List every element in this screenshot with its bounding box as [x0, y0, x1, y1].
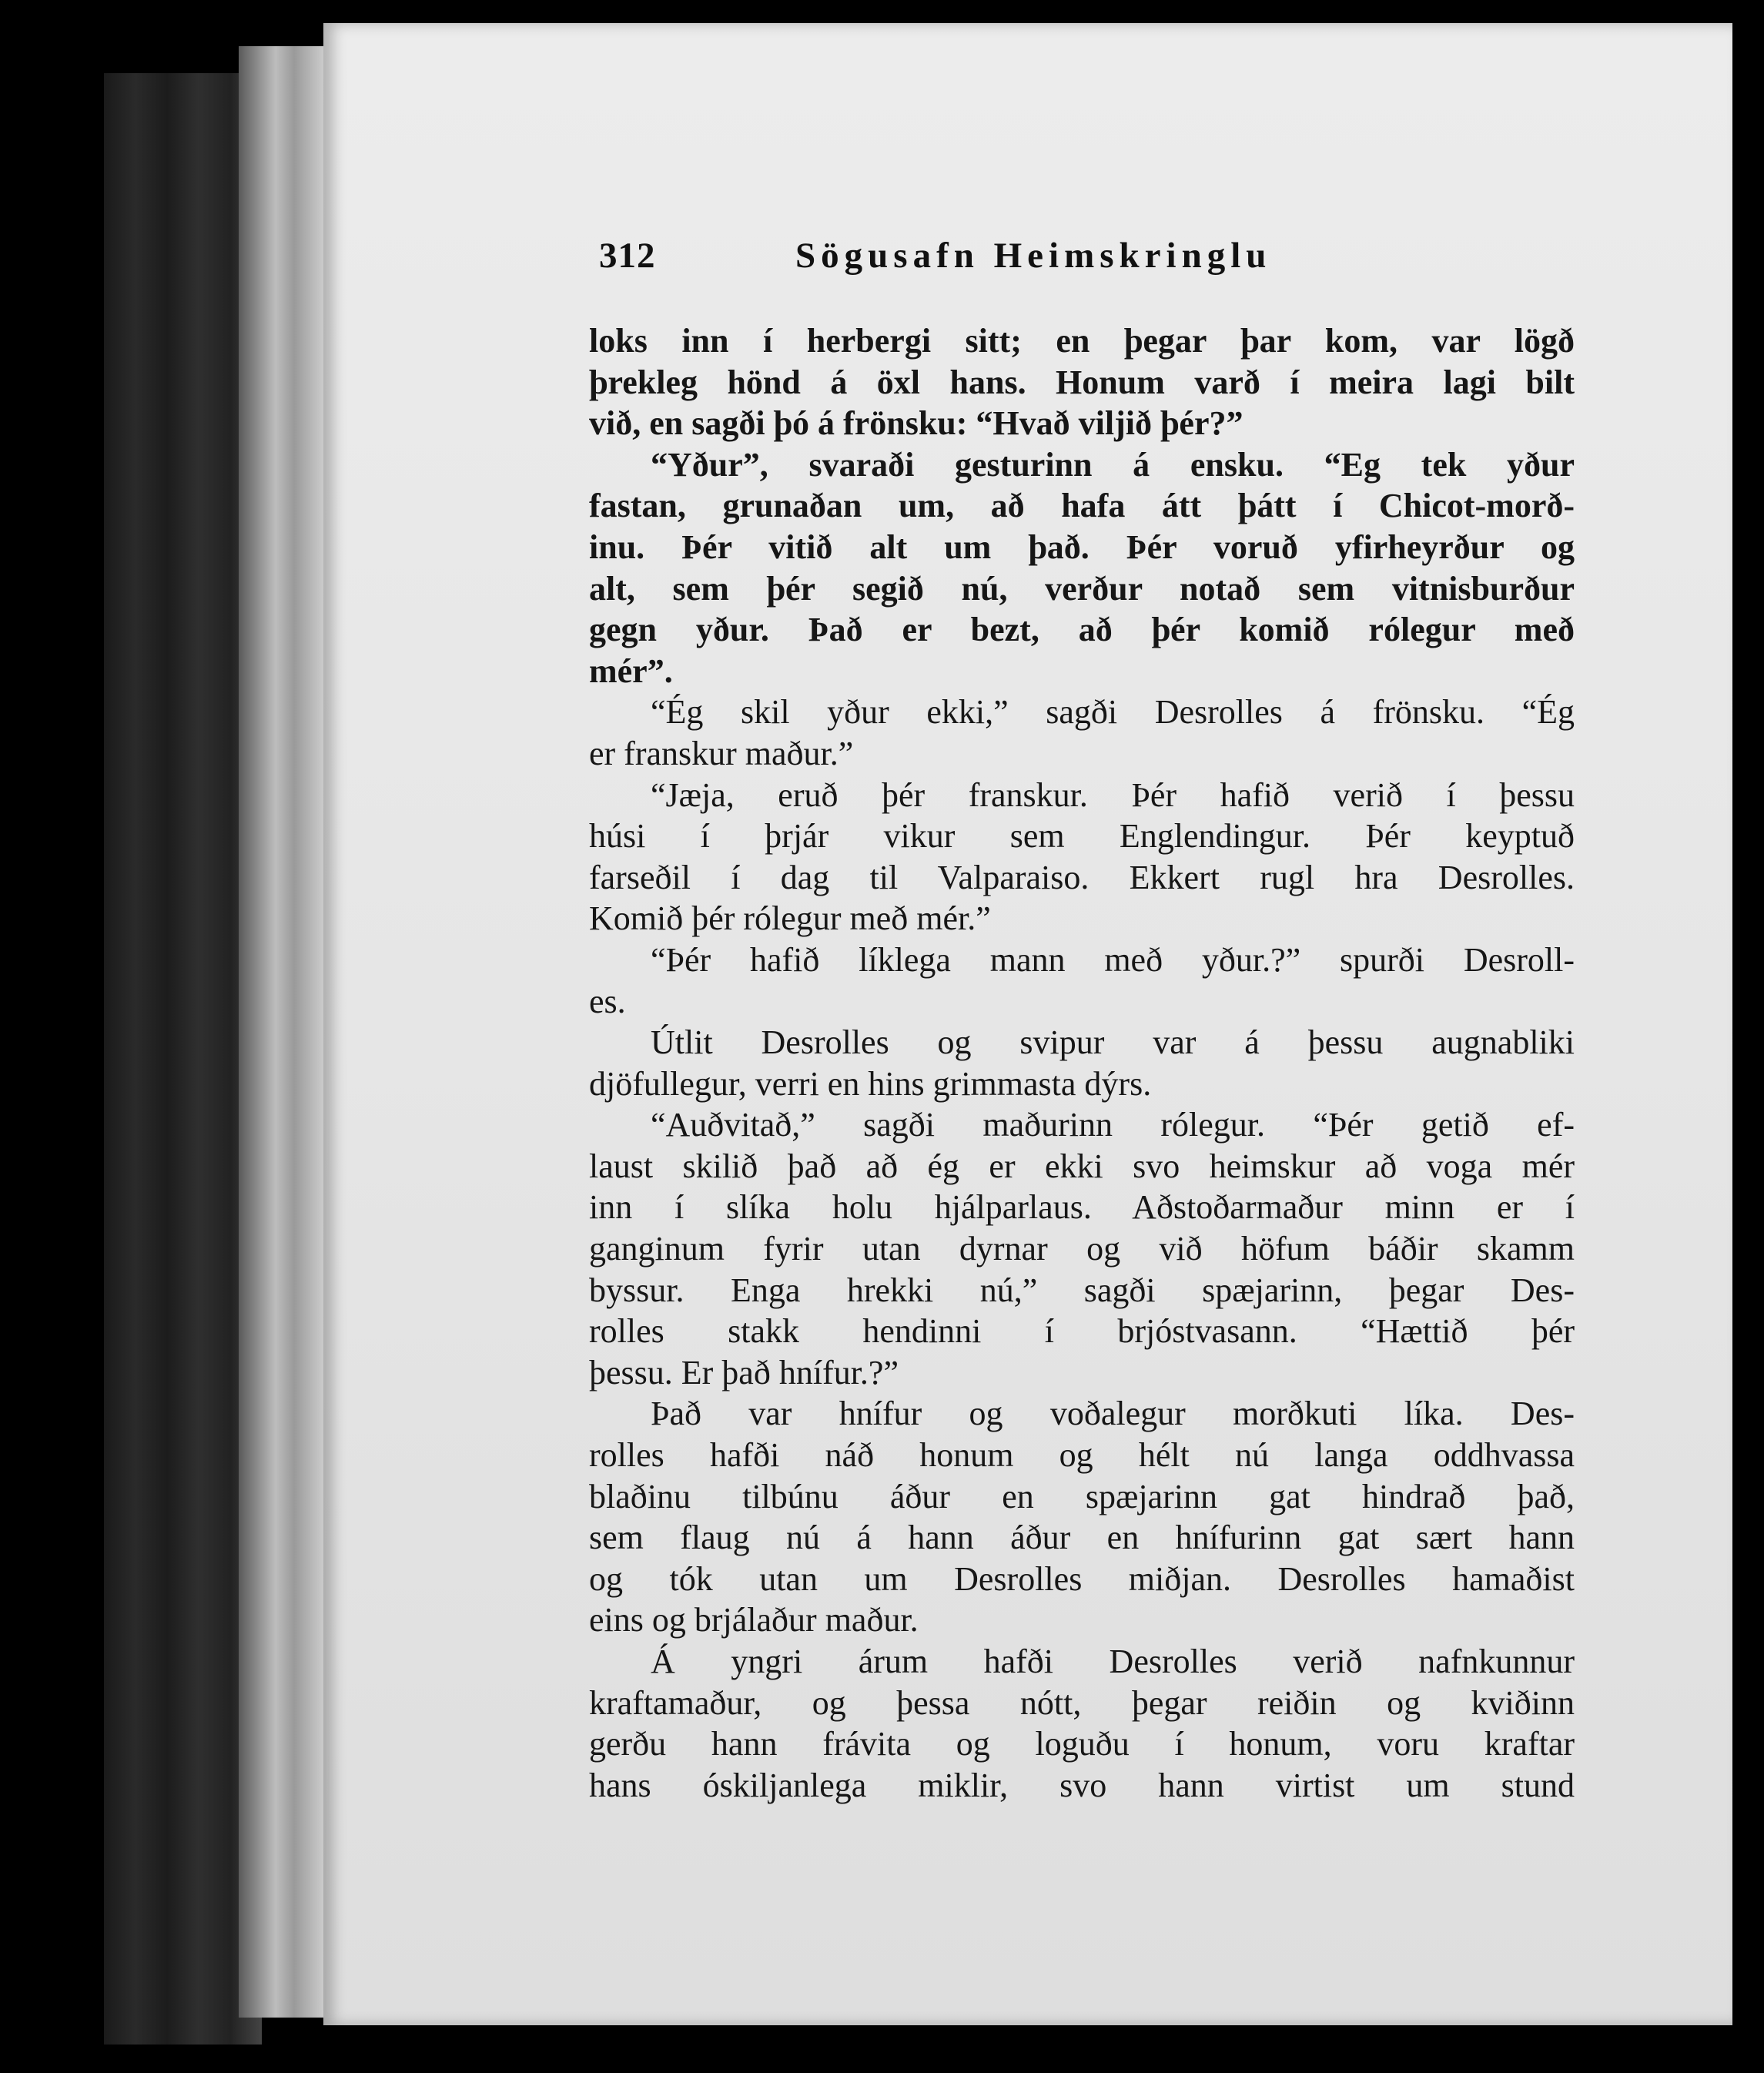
text-line: fastan, grunaðan um, að hafa átt þátt í Chicot-morð- [589, 487, 1575, 525]
text-line: þessu. Er það hnífur.?” [589, 1353, 899, 1391]
text-line: loks inn í herbergi sitt; en þegar þar kom, var lögð [589, 322, 1575, 360]
text-line: “Yður”, svaraði gesturinn á ensku. “Eg tek yður [651, 445, 1575, 484]
text-line: “Jæja, eruð þér franskur. Þér hafið verið í þessu [651, 775, 1575, 814]
text-line: blaðinu tilbúnu áður en spæjarinn gat hindrað það, [589, 1477, 1575, 1515]
page-header [599, 235, 1408, 281]
text-line: Komið þér rólegur með mér.” [589, 899, 991, 938]
text-line: Útlit Desrolles og svipur var á þessu augnabliki [651, 1023, 1575, 1062]
text-line: es. [589, 982, 626, 1020]
page-stack-edge [239, 46, 331, 2018]
text-line: alt, sem þér segið nú, verður notað sem vitnisburður [589, 569, 1575, 608]
text-line: og tók utan um Desrolles miðjan. Desrolles hamaðist [589, 1559, 1575, 1598]
text-line: mér”. [589, 651, 673, 690]
text-line: hans óskiljanlega miklir, svo hann virtist um stund [589, 1766, 1575, 1804]
text-line: húsi í þrjár vikur sem Englendingur. Þér keyptuð [589, 817, 1575, 856]
text-line: laust skilið það að ég er ekki svo heimskur að voga mér [589, 1147, 1575, 1185]
text-line: Á yngri árum hafði Desrolles verið nafnkunnur [651, 1643, 1575, 1680]
text-line: “Ég skil yður ekki,” sagði Desrolles á frönsku. “Ég [651, 693, 1575, 732]
text-line: inu. Þér vitið alt um það. Þér voruð yfirheyrður og [589, 527, 1575, 566]
text-line: eins og brjálaður maður. [589, 1601, 919, 1639]
text-line: Það var hnífur og voðalegur morðkuti líka. Des- [651, 1395, 1575, 1433]
text-line: gerðu hann frávita og loguðu í honum, voru kraftar [589, 1725, 1575, 1763]
text-line: byssur. Enga hrekki nú,” sagði spæjarinn, þegar Des- [589, 1271, 1575, 1309]
text-line: þrekleg hönd á öxl hans. Honum varð í meira lagi bilt [589, 363, 1575, 401]
text-line: gegn yður. Það er bezt, að þér komið rólegur með [589, 611, 1575, 649]
text-line: er franskur maður.” [589, 734, 854, 772]
text-line: rolles stakk hendinni í brjóstvasann. “Hættið þér [589, 1312, 1575, 1351]
running-title: Sögusafn Heimskringlu [795, 236, 1272, 276]
text-line: “Auðvitað,” sagði maðurinn rólegur. “Þér getið ef- [651, 1106, 1575, 1144]
body-text [589, 320, 1575, 1806]
text-line: inn í slíka holu hjálparlaus. Aðstoðarmaður minn er í [589, 1188, 1575, 1227]
text-line: djöfullegur, verri en hins grimmasta dýrs. [589, 1064, 1152, 1103]
text-line: farseðil í dag til Valparaiso. Ekkert rugl hra Desrolles. [589, 858, 1575, 896]
text-line: sem flaug nú á hann áður en hnífurinn gat sært hann [589, 1519, 1575, 1557]
text-line: við, en sagði þó á frönsku: “Hvað viljið þér?” [589, 404, 1244, 443]
text-line: rolles hafði náð honum og hélt nú langa oddhvassa [589, 1436, 1575, 1475]
text-line: kraftamaður, og þessa nótt, þegar reiðin og kviðinn [589, 1683, 1575, 1722]
text-line: ganginum fyrir utan dyrnar og við höfum báðir skamm [589, 1230, 1575, 1268]
page-number: 312 [599, 236, 656, 276]
text-line: “Þér hafið líklega mann með yður.?” spurði Desroll- [651, 940, 1575, 979]
